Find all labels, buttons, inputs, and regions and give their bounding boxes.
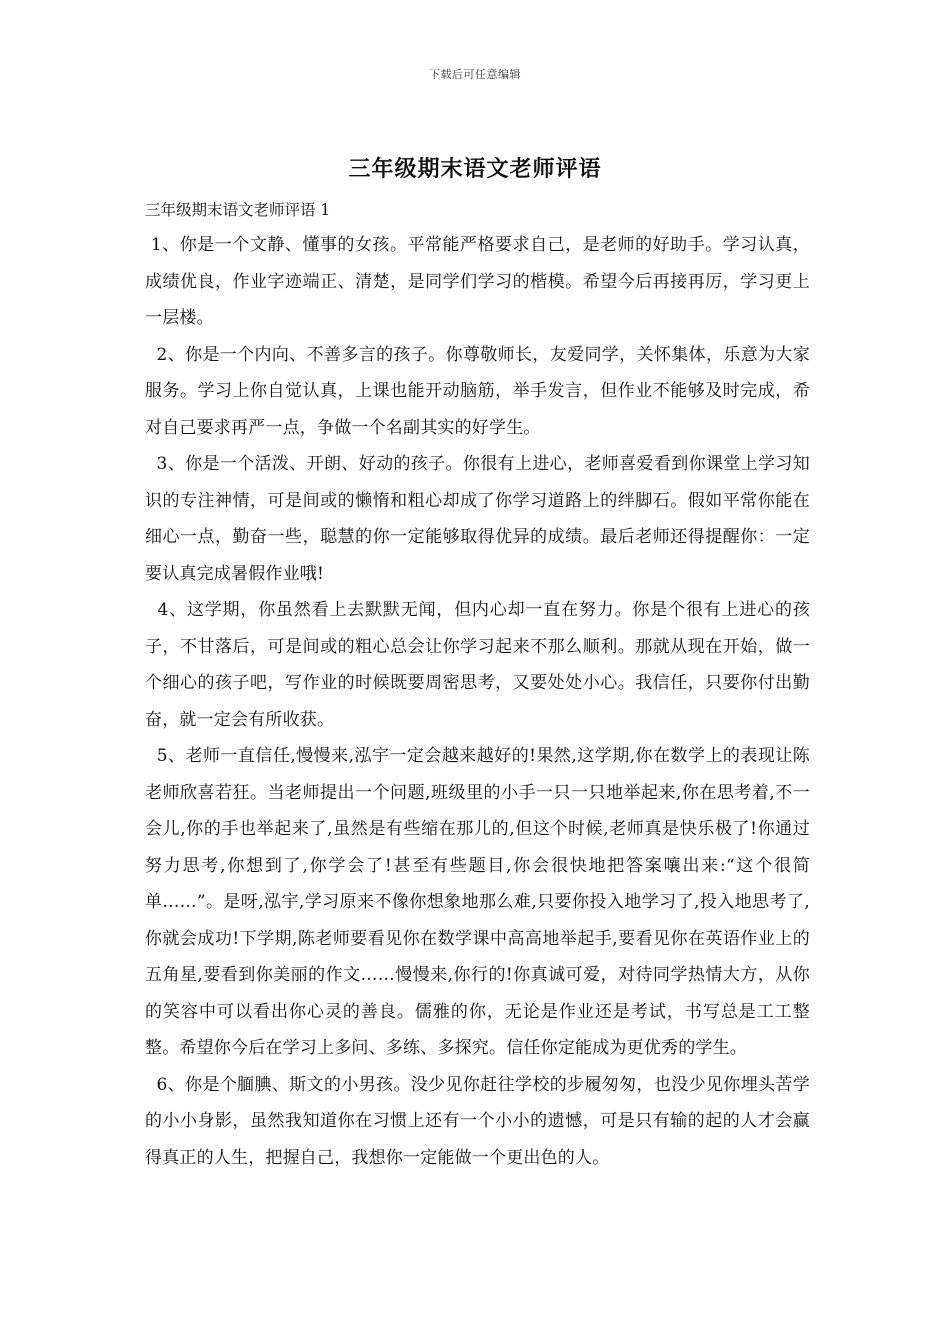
comment-paragraph-4: 4、这学期，你虽然看上去默默无闻，但内心却一直在努力。你是个很有上进心的孩子，不甘落后，可是间或的粗心总会让你学习起来不那么顺利。那就从现在开始，做一个细心的孩子吧，写作业的时候既要周密思考，又要处处小心。我信任，只要你付出勤奋，就一定会有所收获。 [145,600,810,730]
comment-paragraph-6: 6、你是个腼腆、斯文的小男孩。没少见你赶往学校的步履匆匆，也没少见你埋头苦学的小小身影，虽然我知道你在习惯上还有一个小小的遗憾，可是只有输的起的人才会赢得真正的人生，把握自己，我想你一定能做一个更出色的人。 [145,1074,810,1168]
comment-paragraph-1: 1、你是一个文静、懂事的女孩。平常能严格要求自己，是老师的好助手。学习认真，成绩优良，作业字迹端正、清楚，是同学们学习的楷模。希望今后再接再厉，学习更上一层楼。 [145,235,810,328]
comment-paragraph-3: 3、你是一个活泼、开朗、好动的孩子。你很有上进心，老师喜爱看到你课堂上学习知识的专注神情，可是间或的懒惰和粗心却成了你学习道路上的绊脚石。假如平常你能在细心一点，勤奋一些，聪慧的你一定能够取得优异的成绩。最后老师还得提醒你：一定要认真完成暑假作业哦! [145,454,810,584]
comment-paragraph-5: 5、老师一直信任,慢慢来,泓宇一定会越来越好的!果然,这学期,你在数学上的表现让陈老师欣喜若狂。当老师提出一个问题,班级里的小手一只一只地举起来,你在思考着,不一会儿,你的手也举起来了,虽然是有些缩在那儿的,但这个时候,老师真是快乐极了!你通过努力思考,你想到了,你学会了!甚至有些题目,你会很快地把答案嚷出来:“这个很简单……”。是呀,泓宇,学习原来不像你想象地那么难,只要你投入地学习了,投入地思考了,你就会成功!下学期,陈老师要看见你在数学课中高高地举起手,要看见你在英语作业上的五角星,要看到你美丽的作文……慢慢来,你行的!你真诚可爱，对待同学热情大方，从你的笑容中可以看出你心灵的善良。儒雅的你，无论是作业还是考试，书写总是工工整整。希望你今后在学习上多问、多练、多探究。信任你定能成为更优秀的学生。 [145,746,810,1058]
document-title: 三年级期末语文老师评语 [348,156,602,182]
section-subtitle: 三年级期末语文老师评语 1 [145,201,331,219]
header-note: 下载后可任意编辑 [429,68,521,81]
document-body [145,197,810,1176]
comment-paragraph-2: 2、你是一个内向、不善多言的孩子。你尊敬师长，友爱同学，关怀集体，乐意为大家服务。学习上你自觉认真，上课也能开动脑筋，举手发言，但作业不能够及时完成，希对自己要求再严一点，争做一个名副其实的好学生。 [145,344,810,438]
